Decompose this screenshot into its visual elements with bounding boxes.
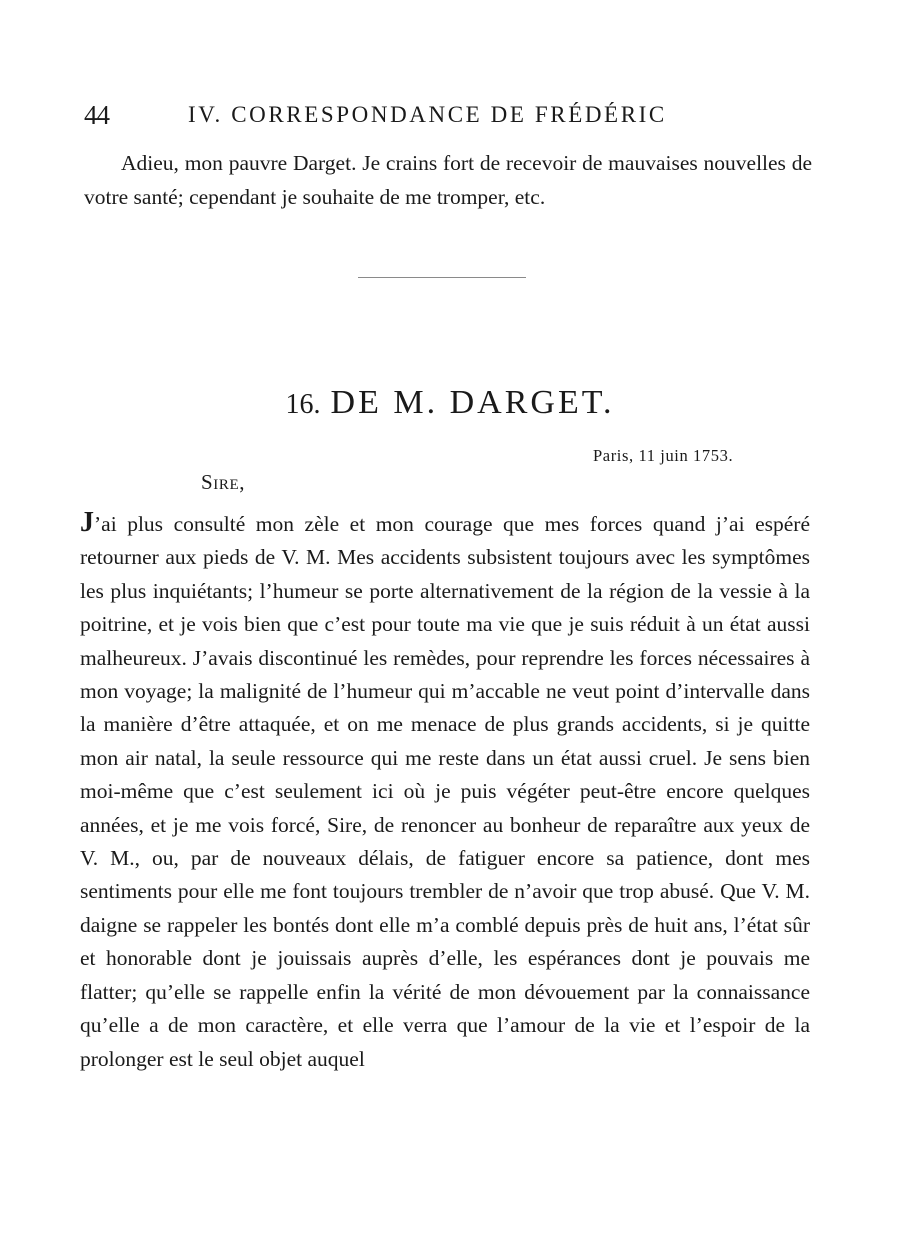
running-head	[84, 98, 724, 132]
running-title: IV. CORRESPONDANCE DE FRÉDÉRIC	[188, 102, 667, 127]
closing-paragraph: Adieu, mon pauvre Darget. Je crains fort de recevoir de mauvaises nouvelles de votre santé; cependant je souhaite de me tromper, etc.	[84, 151, 812, 209]
body-paragraph	[80, 508, 810, 1076]
letter-dateline: Paris, 11 juin 1753.	[593, 446, 734, 465]
initial-letter: J	[80, 507, 94, 538]
page-number: 44	[84, 100, 109, 130]
salutation-text: Sire,	[201, 470, 246, 494]
letter-heading	[0, 384, 900, 422]
body-text: ’ai plus consulté mon zèle et mon courage que mes forces quand j’ai espéré retourner aux pieds de V. M. Mes accidents subsistent toujours avec les symptômes les plus inquiétants; l’humeur se porte alternativement de la région de la vessie à la poitrine, et je vois bien que c’est pour toute ma vie que je suis réduit à un état aussi malheureux. J’avais discontinué les remèdes, pour reprendre les forces nécessaires à mon voyage; la malignité de l’humeur qui m’accable ne veut point d’intervalle dans la manière d’être attaquée, et on me menace de plus grands accidents, si je quitte mon air natal, la seule ressource qui me reste dans un état aussi cruel. Je sens bien moi-même que c’est seulement ici où je puis végéter peut-être encore quelques années, et je me vois forcé, Sire, de renoncer au bonheur de reparaître aux yeux de V. M., ou, par de nouveaux délais, de fatiguer encore sa patience, dont mes sentiments pour elle me font toujours trembler de n’avoir que trop abusé. Que V. M. daigne se rappeler les bontés dont elle m’a comblé depuis près de huit ans, l’état sûr et honorable dont je jouissais auprès d’elle, les espérances dont je pouvais me flatter; qu’elle se rappelle enfin la vérité de mon dévouement par la connaissance qu’elle a de mon caractère, et elle verra que l’amour de la vie et l’espoir de la prolonger est le seul objet auquel	[80, 512, 810, 1071]
letter-number: 16.	[285, 389, 321, 420]
letter-salutation	[201, 470, 245, 495]
letter-body	[80, 508, 810, 1076]
letter-title: DE M. DARGET.	[330, 384, 615, 421]
previous-letter-closing	[84, 146, 812, 214]
section-divider	[358, 277, 526, 278]
